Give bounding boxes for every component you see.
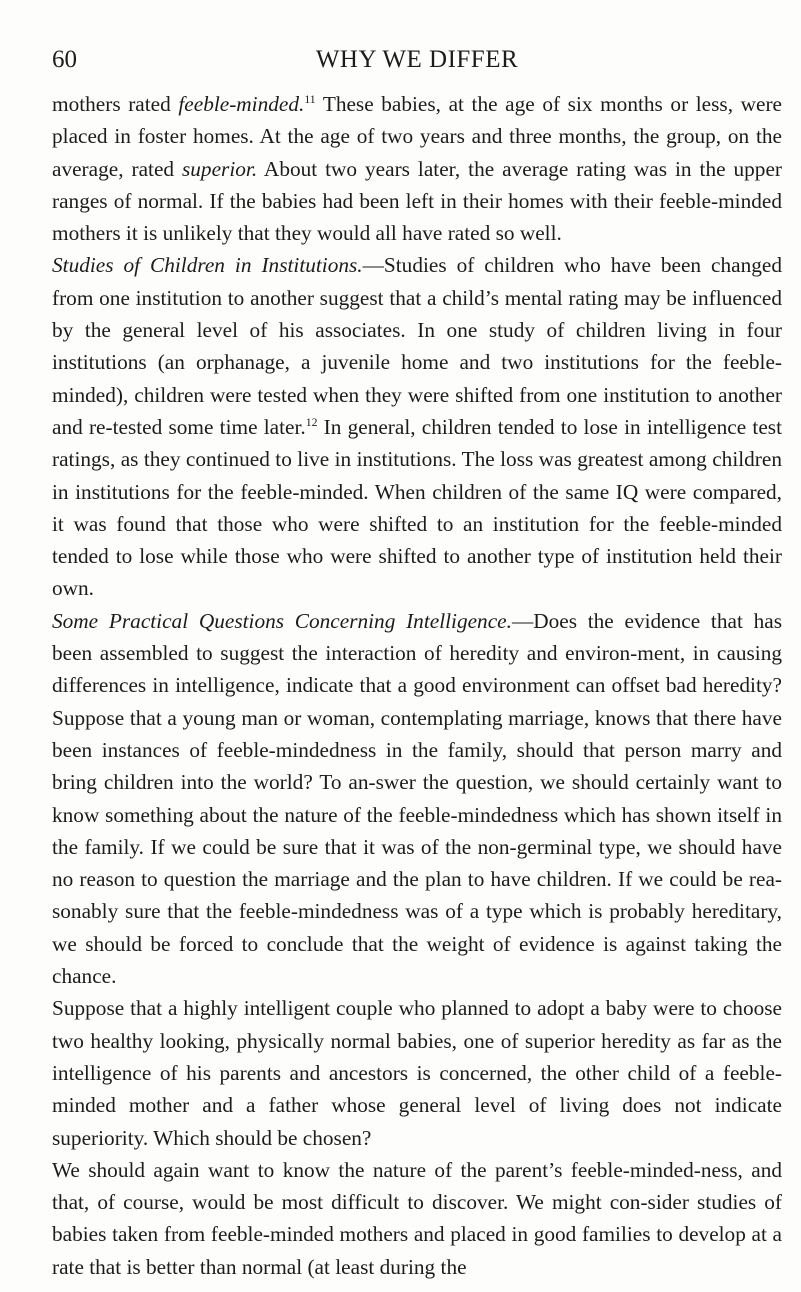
page-header [52,42,782,78]
p5-text: We should again want to know the nature of the parent’s feeble-minded-ness, and that, of course, would be most difficult to discover. We might con-sider studies of babies taken from feeble-minded mothers and placed in good families to develop at a rate that is better than normal (at least during the [52,1157,782,1279]
paragraph-2 [52,249,782,604]
p2-text-b: In general, children tended to lose in intelligence test ratings, as they continued to live in institutions. The loss was greatest among children in institutions for the feeble-minded. When children of the same IQ were compared, it was found that those who were shifted to an institution for the feeble-minded tended to lose while those who were shifted to another type of institution held their own. [52,414,782,601]
footnote-ref-12: 12 [305,415,318,429]
paragraph-1 [52,88,782,249]
page-number: 60 [52,46,77,73]
footnote-ref-11: 11 [304,92,316,106]
body-text [52,88,782,1283]
running-head: WHY WE DIFFER [315,46,519,73]
p3-text-a: —Does the evidence that has been assembled to suggest the interaction of heredity and environ-ment, in causing differences in intelligence, indicate that a good environment can offset bad heredity? Suppose that a young man or woman, contemplating marriage, knows that there have been instances of feeble-mindedness in the family, should that person marry and bring children into the world? To an-swer the question, we should certainly want to know something about the nature of the feeble-mindedness which has shown itself in the family. If we could be sure that it was of the non-germinal type, we should have no reason to question the marriage and the plan to have children. If we could be rea-sonably sure that the feeble-mindedness was of a type which is probably hereditary, we should be forced to conclude that the weight of evidence is against taking the chance. [52,608,782,989]
paragraph-4 [52,992,782,1153]
section-title-institutions: Studies of Children in Institutions. [52,253,363,278]
p1-emphasis-superior: superior. [182,156,258,181]
paragraph-5 [52,1154,782,1283]
p1-text-b: These babies, at the age of six months or less, were placed in foster homes. At the age of two years and three months, the group, on the average, rated [52,92,782,181]
p1-emphasis-feeble-minded: feeble-minded. [178,92,305,116]
p4-text: Suppose that a highly intelligent couple who planned to adopt a baby were to choose two healthy looking, physically normal babies, one of superior heredity as far as the intelligence of his parents and ancestors is concerned, the other child of a feeble-minded mother and a father whose general level of living does not indicate superiority. Which should be chosen? [52,996,782,1150]
p1-text-a: mothers rated [52,92,179,116]
section-title-practical-questions: Some Practical Questions Concerning Intelligence. [52,608,512,633]
p1-text-c: About two years later, the average rating was in the upper ranges of normal. If the babies had been left in their homes with their feeble-minded mothers it is unlikely that they would all have rated so well. [52,156,782,246]
p2-text-a: —Studies of children who have been changed from one institution to another suggest that a child’s mental rating may be influenced by the general level of his associates. In one study of children living in four institutions (an orphanage, a juvenile home and two institutions for the feeble-minded), children were tested when they were shifted from one institution to another and re-tested some time later. [52,253,782,439]
book-page [52,42,782,1283]
paragraph-3 [52,605,782,993]
